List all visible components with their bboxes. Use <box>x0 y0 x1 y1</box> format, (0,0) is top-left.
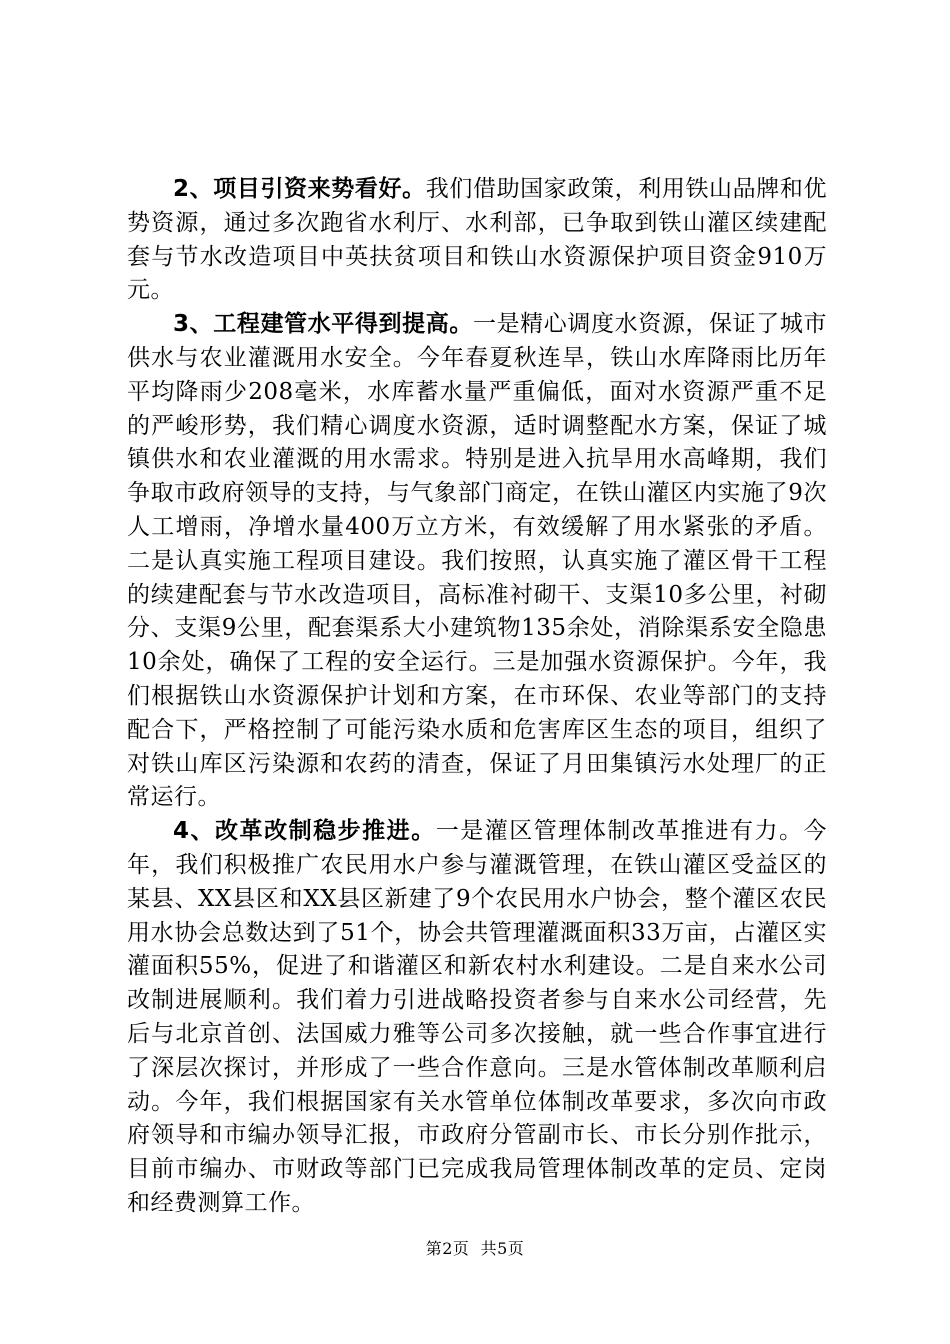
paragraph-reform <box>127 815 827 1221</box>
paragraph-project-investment <box>127 173 827 308</box>
paragraph-text: 一是精心调度水资源，保证了城市供水与农业灌溉用水安全。今年春夏秋连旱，铁山水库降雨比历年平均降雨少208毫米，水库蓄水量严重偏低，面对水资源严重不足的严峻形势，我们精心调度水资源，适时调整配水方案，保证了城镇供水和农业灌溉的用水需求。特别是进入抗旱用水高峰期，我们争取市政府领导的支持，与气象部门商定，在铁山灌区内实施了9次人工增雨，净增水量400万立方米，有效缓解了用水紧张的矛盾。二是认真实施工程项目建设。我们按照，认真实施了灌区骨干工程的续建配套与节水改造项目，高标准衬砌干、支渠10多公里，衬砌分、支渠9公里，配套渠系大小建筑物135余处，消除渠系安全隐患10余处，确保了工程的安全运行。三是加强水资源保护。今年，我们根据铁山水资源保护计划和方案，在市环保、农业等部门的支持配合下，严格控制了可能污染水质和危害库区生态的项目，组织了对铁山库区污染源和农药的清查，保证了月田集镇污水处理厂的正常运行。 <box>127 311 828 811</box>
paragraph-text: 一是灌区管理体制改革推进有力。今年，我们积极推广农民用水户参与灌溉管理，在铁山灌区受益区的某县、XX县区和XX县区新建了9个农民用水户协会，整个灌区农民用水协会总数达到了51个，协会共管理灌溉面积33万亩，占灌区实灌面积55%，促进了和谐灌区和新农村水利建设。二是自来水公司改制进展顺利。我们着力引进战略投资者参与自来水公司经营，先后与北京首创、法国威力雅等公司多次接触，就一些合作事宜进行了深层次探讨，并形成了一些合作意向。三是水管体制改革顺利启动。今年，我们根据国家有关水管单位体制改革要求，多次向市政府领导和市编办领导汇报，市政府分管副市长、市长分别作批示，目前市编办、市财政等部门已完成我局管理体制改革的定员、定岗和经费测算工作。 <box>127 818 827 1216</box>
document-body <box>127 173 827 1221</box>
page-total: 共5页 <box>480 1239 525 1258</box>
paragraph-heading: 2、项目引资来势看好。 <box>173 176 426 202</box>
paragraph-heading: 3、工程建管水平得到提高。 <box>173 311 473 338</box>
page-footer <box>0 1239 950 1259</box>
paragraph-engineering-management <box>127 308 827 815</box>
paragraph-heading: 4、改革改制稳步推进。 <box>173 818 436 845</box>
paragraph-text: 我们借助国家政策，利用铁山品牌和优势资源，通过多次跑省水利厅、水利部，已争取到铁山灌区续建配套与节水改造项目中英扶贫项目和铁山水资源保护项目资金910万元。 <box>127 176 828 304</box>
page-number: 第2页 <box>425 1239 470 1258</box>
